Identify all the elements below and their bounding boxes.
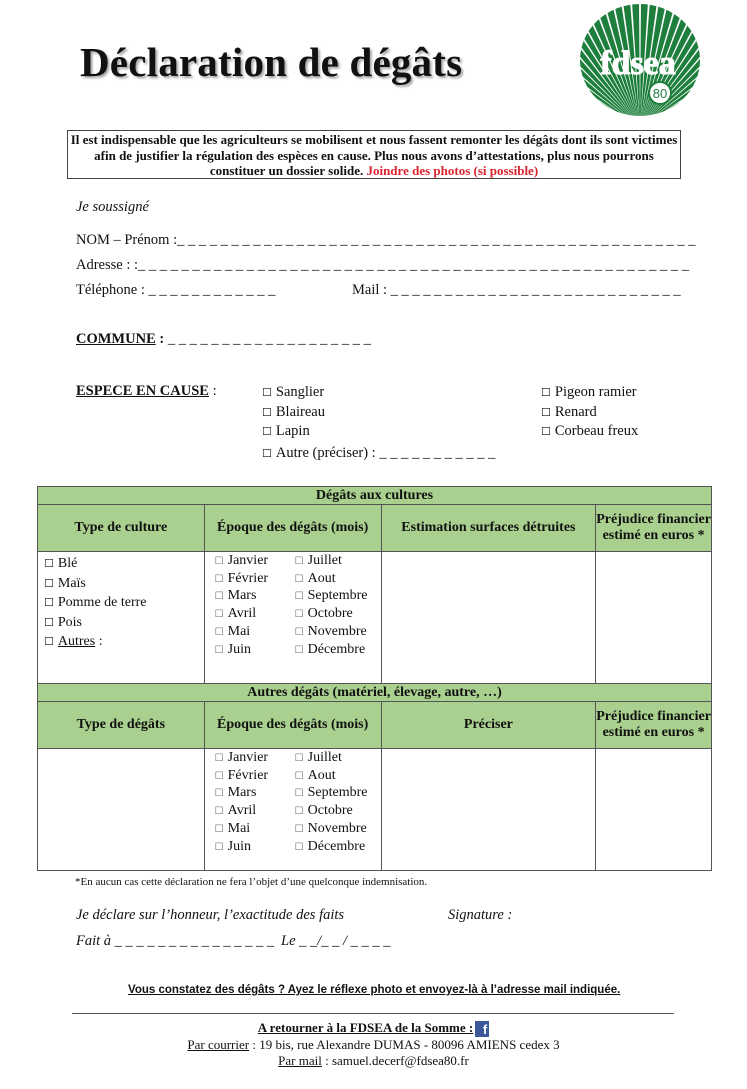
month-option[interactable]: ☐ Juillet <box>294 750 342 765</box>
other-section-title: Autres dégâts (matériel, élevage, autre, …) <box>38 684 712 702</box>
crop-type-cell <box>38 552 205 684</box>
crop-option-other[interactable]: ☐ Autres : <box>44 634 103 649</box>
telephone-field[interactable] <box>76 282 275 299</box>
notice-photo-hint: Joindre des photos (si possible) <box>366 163 539 178</box>
checkbox-icon[interactable]: ☐ <box>294 753 304 764</box>
checkbox-icon[interactable]: ☐ <box>44 557 54 570</box>
checkbox-icon[interactable]: ☐ <box>214 644 224 656</box>
month-option[interactable]: ☐ Juin <box>214 838 251 854</box>
month-option[interactable]: ☐ Février <box>214 767 269 783</box>
honor-statement: Je déclare sur l’honneur, l’exactitude des faits <box>76 907 345 923</box>
date-field[interactable]: Le _ _/_ _ / _ _ _ _ <box>281 933 391 949</box>
column-header: Préciser <box>381 702 596 749</box>
species-option[interactable]: ☐ Pigeon ramier <box>541 384 637 400</box>
column-header: Préjudice financier estimé en euros * <box>596 702 712 749</box>
species-option-other[interactable]: ☐ Autre (préciser) : _ _ _ _ _ _ _ _ _ _ _ <box>262 444 496 461</box>
checkbox-icon[interactable]: ☐ <box>214 609 224 621</box>
intro-text: Je soussigné <box>76 199 149 215</box>
month-option[interactable]: ☐ Aout <box>294 570 336 586</box>
crops-damage-table <box>37 486 712 871</box>
crop-option[interactable]: ☐ Pois <box>44 614 82 630</box>
checkbox-icon[interactable]: ☐ <box>262 446 272 460</box>
adresse-blank[interactable]: _ _ _ _ _ _ _ _ _ _ _ _ _ _ _ _ _ _ _ _ _ _ _ _ _ _ _ _ _ _ _ _ _ _ _ _ _ _ _ _ _ _ _ _ _ _ _ _ _ _ _ <box>138 257 690 273</box>
column-header: Préjudice financier estimé en euros * <box>596 505 712 552</box>
checkbox-icon[interactable]: ☐ <box>214 823 224 835</box>
return-heading <box>0 1020 747 1037</box>
courrier-value: : 19 bis, rue Alexandre DUMAS - 80096 AMIENS cedex 3 <box>249 1037 560 1052</box>
nom-blank[interactable]: _ _ _ _ _ _ _ _ _ _ _ _ _ _ _ _ _ _ _ _ _ _ _ _ _ _ _ _ _ _ _ _ _ _ _ _ _ _ _ _ _ _ _ _ _ _ _ _ <box>177 232 696 248</box>
species-option[interactable]: ☐ Sanglier <box>262 384 325 400</box>
checkbox-icon[interactable]: ☐ <box>262 386 272 399</box>
checkbox-icon[interactable]: ☐ <box>541 386 551 399</box>
month-option[interactable]: ☐ Juillet <box>294 553 342 568</box>
place-field[interactable]: Fait à _ _ _ _ _ _ _ _ _ _ _ _ _ _ _ <box>76 933 275 949</box>
species-heading <box>76 383 217 400</box>
month-option[interactable]: ☐ Avril <box>214 803 257 819</box>
fdsea-logo-icon <box>578 2 702 118</box>
month-option[interactable]: ☐ Avril <box>214 606 257 622</box>
adresse-label: Adresse : : <box>76 257 139 273</box>
checkbox-icon[interactable]: ☐ <box>294 573 304 585</box>
month-option[interactable]: ☐ Janvier <box>214 750 269 765</box>
column-header: Type de dégâts <box>38 702 205 749</box>
checkbox-icon[interactable]: ☐ <box>44 635 54 648</box>
mail-blank[interactable]: _ _ _ _ _ _ _ _ _ _ _ _ _ _ _ _ _ _ _ _ _ _ _ _ _ _ _ <box>390 282 681 298</box>
crop-option[interactable]: ☐ Pomme de terre <box>44 595 147 610</box>
month-option[interactable]: ☐ Décembre <box>294 838 366 854</box>
mail-field[interactable] <box>352 282 681 299</box>
month-option[interactable]: ☐ Février <box>214 570 269 586</box>
crop-months-cell <box>204 552 381 684</box>
month-option[interactable]: ☐ Mai <box>214 623 251 639</box>
checkbox-icon[interactable]: ☐ <box>214 556 224 567</box>
checkbox-icon[interactable]: ☐ <box>44 615 54 629</box>
checkbox-icon[interactable]: ☐ <box>294 591 304 603</box>
month-option[interactable]: ☐ Mai <box>214 820 251 836</box>
footnote: *En aucun cas cette déclaration ne fera l’objet d’une quelconque indemnisation. <box>75 876 428 888</box>
checkbox-icon[interactable]: ☐ <box>294 626 304 638</box>
month-option[interactable]: ☐ Novembre <box>294 820 367 836</box>
divider <box>72 1013 674 1014</box>
photo-callout: Vous constatez des dégâts ? Ayez le réflexe photo et envoyez-là à l’adresse mail indiquée. <box>128 984 621 996</box>
species-option[interactable]: ☐ Lapin <box>262 423 310 439</box>
checkbox-icon[interactable]: ☐ <box>262 425 272 438</box>
checkbox-icon[interactable]: ☐ <box>294 841 304 853</box>
checkbox-icon[interactable]: ☐ <box>214 753 224 764</box>
checkbox-icon[interactable]: ☐ <box>262 405 272 419</box>
notice-text: Il est indispensable que les agriculteurs se mobilisent et nous fassent remonter les dégâts dont ils sont victimes afin de justifier la régulation des espèces en cause. Plus nous avons d’attestations, plus nous pourrons constituer un dossier solide. <box>70 132 678 178</box>
financial-loss-cell[interactable] <box>596 552 712 684</box>
checkbox-icon[interactable]: ☐ <box>214 626 224 638</box>
month-option[interactable]: ☐ Aout <box>294 767 336 783</box>
crop-option[interactable]: ☐ Blé <box>44 556 78 571</box>
commune-colon: : <box>159 331 165 347</box>
species-option[interactable]: ☐ Corbeau freux <box>541 423 639 439</box>
species-colon: : <box>212 383 217 399</box>
month-option[interactable]: ☐ Octobre <box>294 803 353 819</box>
species-label: ESPECE EN CAUSE <box>76 383 209 399</box>
month-option[interactable]: ☐ Décembre <box>294 641 366 657</box>
checkbox-icon[interactable]: ☐ <box>214 806 224 818</box>
checkbox-icon[interactable]: ☐ <box>294 556 304 567</box>
logo-text: fdsea <box>600 45 676 82</box>
month-option[interactable]: ☐ Novembre <box>294 623 367 639</box>
species-other-blank[interactable]: _ _ _ _ _ _ _ _ _ _ _ <box>379 444 496 461</box>
checkbox-icon[interactable]: ☐ <box>294 644 304 656</box>
mail-label: Mail : <box>352 282 388 298</box>
column-header: Estimation surfaces détruites <box>381 505 596 552</box>
other-months-cell <box>204 749 381 871</box>
month-option[interactable]: ☐ Juin <box>214 641 251 657</box>
telephone-label: Téléphone : <box>76 282 145 298</box>
return-label: A retourner à la FDSEA de la Somme : <box>257 1020 474 1035</box>
species-option[interactable]: ☐ Blaireau <box>262 403 325 420</box>
signature-field[interactable]: Signature : <box>448 907 513 923</box>
column-header: Type de culture <box>38 505 205 552</box>
species-option[interactable]: ☐ Renard <box>541 403 597 420</box>
column-header: Époque des dégâts (mois) <box>204 702 381 749</box>
telephone-blank[interactable]: _ _ _ _ _ _ _ _ _ _ _ _ <box>148 282 276 298</box>
nom-label: NOM – Prénom : <box>76 232 178 248</box>
checkbox-icon[interactable]: ☐ <box>541 425 551 438</box>
checkbox-icon[interactable]: ☐ <box>294 823 304 835</box>
month-option[interactable]: ☐ Septembre <box>294 588 368 604</box>
contact-mail <box>0 1053 747 1069</box>
month-option[interactable]: ☐ Mars <box>214 785 257 801</box>
checkbox-icon[interactable]: ☐ <box>214 591 224 603</box>
courrier-label: Par courrier <box>187 1037 250 1052</box>
commune-label: COMMUNE <box>76 331 156 347</box>
surface-estimate-cell[interactable] <box>381 552 596 684</box>
adresse-field[interactable] <box>76 257 689 274</box>
month-option[interactable]: ☐ Mars <box>214 588 257 604</box>
month-option[interactable]: ☐ Octobre <box>294 606 353 622</box>
checkbox-icon[interactable]: ☐ <box>294 806 304 818</box>
checkbox-icon[interactable]: ☐ <box>214 573 224 585</box>
checkbox-icon[interactable]: ☐ <box>214 770 224 782</box>
checkbox-icon[interactable]: ☐ <box>294 770 304 782</box>
mail-label: Par mail <box>278 1053 322 1068</box>
checkbox-icon[interactable]: ☐ <box>294 609 304 621</box>
crops-section-title: Dégâts aux cultures <box>38 487 712 505</box>
damage-type-cell[interactable] <box>38 749 205 871</box>
checkbox-icon[interactable]: ☐ <box>541 405 551 419</box>
checkbox-icon[interactable]: ☐ <box>214 841 224 853</box>
commune-blank[interactable]: _ _ _ _ _ _ _ _ _ _ _ _ _ _ _ _ _ _ _ <box>167 331 371 347</box>
month-option[interactable]: ☐ Septembre <box>294 785 368 801</box>
facebook-icon[interactable]: f <box>475 1021 489 1037</box>
species-right-list <box>541 383 638 442</box>
checkbox-icon[interactable]: ☐ <box>44 576 54 590</box>
column-header: Époque des dégâts (mois) <box>204 505 381 552</box>
details-cell[interactable] <box>381 749 596 871</box>
logo-number: 80 <box>652 86 668 101</box>
crop-option[interactable]: ☐ Maïs <box>44 575 86 591</box>
month-option[interactable]: ☐ Janvier <box>214 553 269 568</box>
checkbox-icon[interactable]: ☐ <box>294 788 304 800</box>
commune-field[interactable] <box>76 331 371 348</box>
financial-loss-cell[interactable] <box>596 749 712 871</box>
checkbox-icon[interactable]: ☐ <box>44 596 54 609</box>
nom-field[interactable] <box>76 232 695 249</box>
notice-box <box>67 130 681 179</box>
postal-address <box>0 1037 747 1053</box>
species-left-list <box>262 383 495 463</box>
checkbox-icon[interactable]: ☐ <box>214 788 224 800</box>
mail-value[interactable]: : samuel.decerf@fdsea80.fr <box>321 1053 469 1068</box>
page-title: Déclaration de dégâts <box>80 39 463 85</box>
